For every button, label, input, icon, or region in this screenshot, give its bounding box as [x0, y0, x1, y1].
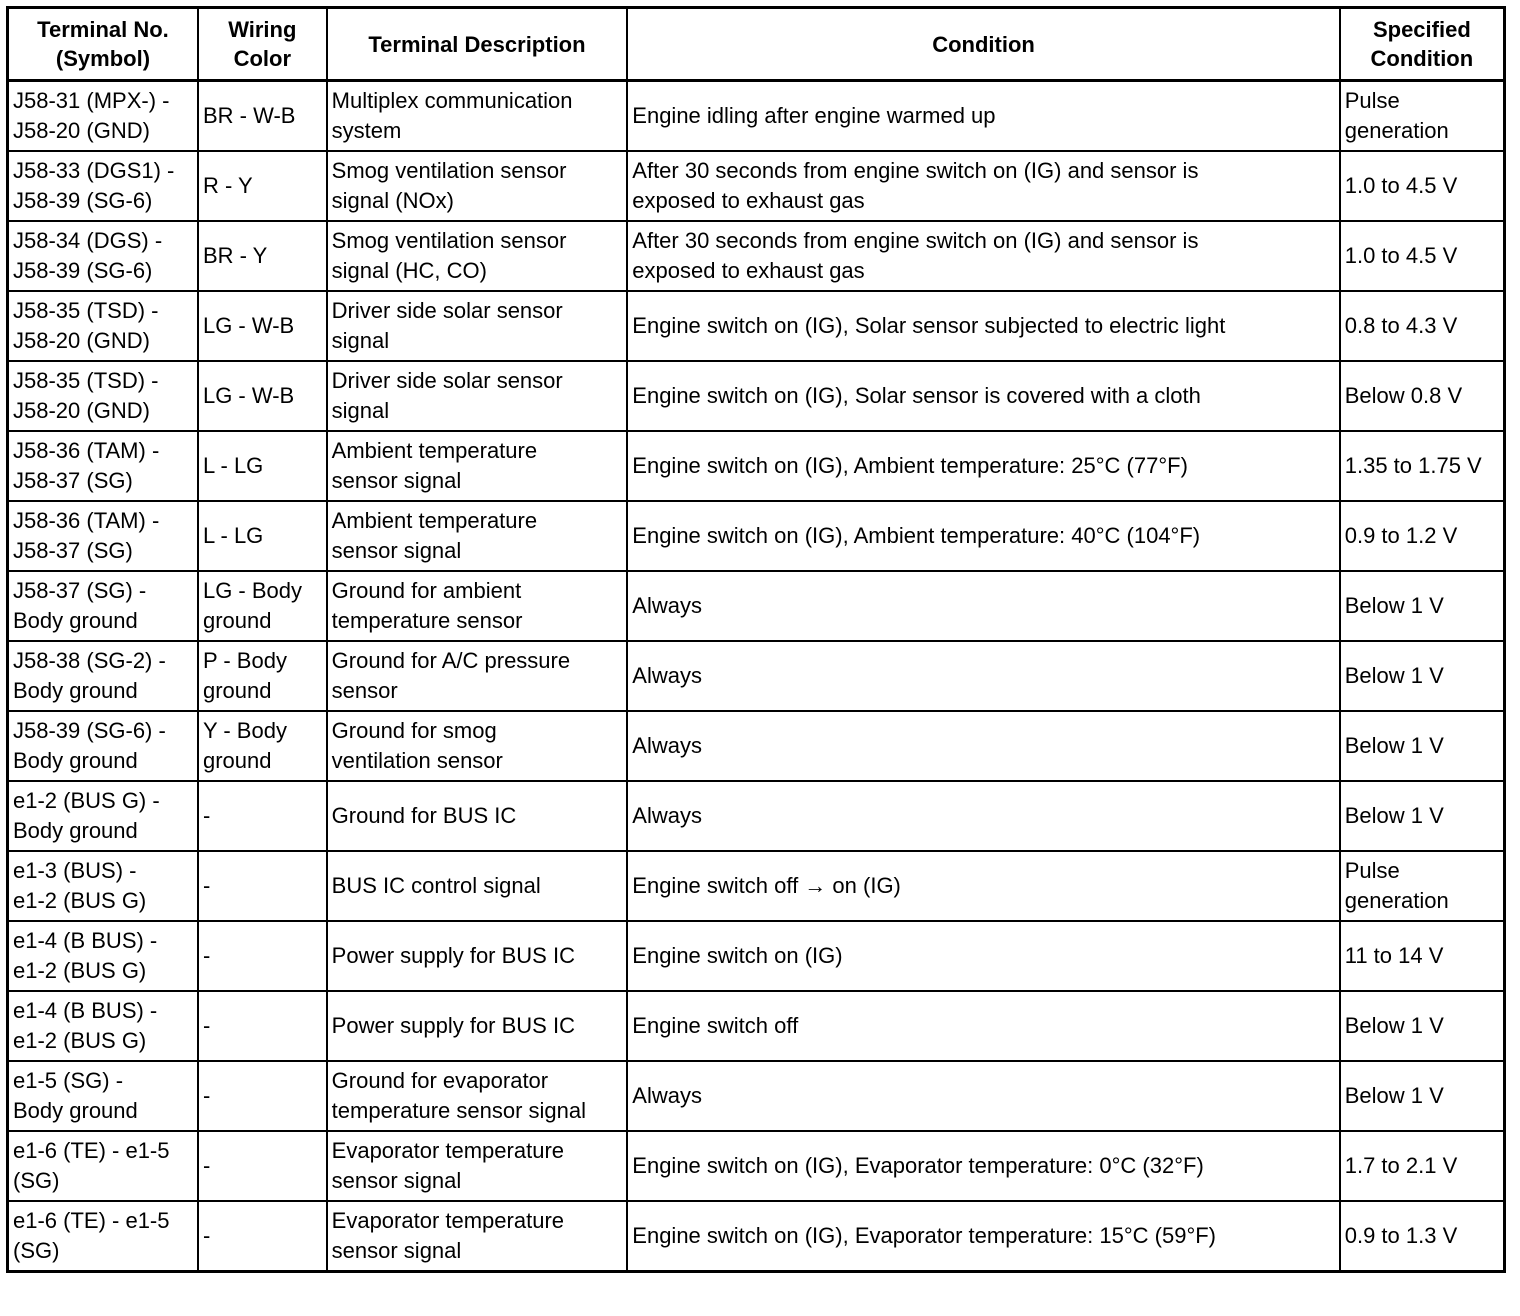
table-row [8, 1131, 1505, 1201]
condition-cell [627, 1201, 1339, 1272]
table-row [8, 781, 1505, 851]
cell-text-line: Engine switch on (IG), Evaporator temperature: 0°C (32°F) [632, 1153, 1204, 1178]
table-row [8, 501, 1505, 571]
specified-condition-cell [1340, 1061, 1505, 1131]
cell-text-line: Engine switch on (IG), Ambient temperature: 25°C (77°F) [632, 453, 1188, 478]
wiring-color-cell [198, 81, 327, 152]
header-label-line: Condition [1370, 46, 1474, 71]
cell-text-line: e1-4 (B BUS) - [13, 998, 158, 1023]
terminal-spec-table [6, 6, 1506, 1273]
cell-text-line: J58-34 (DGS) - [13, 228, 163, 253]
cell-text-line: J58-38 (SG-2) - [13, 648, 166, 673]
cell-text-line: Ground for A/C pressure [331, 648, 571, 673]
condition-cell [627, 151, 1339, 221]
specified-condition-cell [1340, 81, 1505, 152]
cell-text-line: system [331, 118, 402, 143]
cell-text-line: - [202, 803, 211, 828]
cell-text-line: J58-39 (SG-6) [13, 258, 153, 283]
specified-condition-cell [1340, 151, 1505, 221]
cell-text-line: J58-20 (GND) [13, 118, 150, 143]
cell-text-line: After 30 seconds from engine switch on (IG) and sensor is [632, 158, 1199, 183]
terminal-description-cell [327, 361, 628, 431]
wiring-color-cell [198, 921, 327, 991]
wiring-color-cell [198, 291, 327, 361]
condition-cell [627, 1131, 1339, 1201]
specified-condition-cell [1340, 501, 1505, 571]
terminal-description-cell [327, 641, 628, 711]
terminal-cell [8, 431, 198, 501]
header-wiring-color [198, 8, 327, 81]
condition-cell [627, 571, 1339, 641]
table-row [8, 991, 1505, 1061]
table-row [8, 1061, 1505, 1131]
wiring-color-cell [198, 1201, 327, 1272]
cell-text-line: Evaporator temperature [331, 1208, 564, 1233]
terminal-description-cell [327, 781, 628, 851]
cell-text-line: Always [632, 1083, 702, 1108]
terminal-cell [8, 291, 198, 361]
terminal-description-cell [327, 711, 628, 781]
cell-text-line: sensor signal [331, 1168, 462, 1193]
header-specified-condition [1340, 8, 1505, 81]
cell-text-line: Y - Body [202, 718, 287, 743]
specified-condition-cell [1340, 991, 1505, 1061]
terminal-description-cell [327, 151, 628, 221]
terminal-cell [8, 781, 198, 851]
cell-text-line: signal [331, 398, 390, 423]
wiring-color-cell [198, 221, 327, 291]
condition-cell [627, 81, 1339, 152]
condition-cell [627, 921, 1339, 991]
table-row [8, 221, 1505, 291]
cell-text-line: signal [331, 328, 390, 353]
specified-condition-cell [1340, 221, 1505, 291]
cell-text-line: J58-36 (TAM) - [13, 438, 160, 463]
cell-text-line: signal (HC, CO) [331, 258, 487, 283]
cell-text-line: - [202, 873, 211, 898]
cell-text-line: J58-20 (GND) [13, 328, 150, 353]
cell-text-line: e1-3 (BUS) - [13, 858, 137, 883]
cell-text-line: exposed to exhaust gas [632, 188, 865, 213]
table-row [8, 1201, 1505, 1272]
cell-text-line: J58-35 (TSD) - [13, 368, 159, 393]
cell-text-line: Body ground [13, 678, 138, 703]
cell-text-line: 0.8 to 4.3 V [1344, 313, 1458, 338]
table-row [8, 361, 1505, 431]
header-label-line: Terminal Description [368, 31, 586, 57]
wiring-color-cell [198, 431, 327, 501]
specified-condition-cell [1340, 921, 1505, 991]
cell-text-line: R - Y [202, 173, 253, 198]
cell-text-line: 1.7 to 2.1 V [1344, 1153, 1458, 1178]
cell-text-line: J58-33 (DGS1) - [13, 158, 175, 183]
table-row [8, 431, 1505, 501]
cell-text-line: Engine switch off → on (IG) [632, 873, 901, 898]
cell-text-line: 0.9 to 1.3 V [1344, 1223, 1458, 1248]
cell-text-line: e1-6 (TE) - e1-5 [13, 1138, 170, 1163]
wiring-color-cell [198, 781, 327, 851]
cell-text-line: sensor signal [331, 1238, 462, 1263]
cell-text-line: Always [632, 663, 702, 688]
terminal-cell [8, 1131, 198, 1201]
cell-text-line: Always [632, 593, 702, 618]
cell-text-line: ground [202, 748, 272, 773]
condition-cell [627, 501, 1339, 571]
cell-text-line: Pulse [1344, 88, 1400, 113]
cell-text-line: Engine idling after engine warmed up [632, 103, 996, 128]
cell-text-line: 1.35 to 1.75 V [1344, 453, 1482, 478]
specified-condition-cell [1340, 361, 1505, 431]
terminal-cell [8, 151, 198, 221]
cell-text-line: e1-2 (BUS G) [13, 1028, 147, 1053]
cell-text-line: BR - Y [202, 243, 268, 268]
terminal-cell [8, 501, 198, 571]
cell-text-line: LG - W-B [202, 383, 295, 408]
wiring-color-cell [198, 151, 327, 221]
header-terminal-description [327, 8, 628, 81]
cell-text-line: Ground for smog [331, 718, 497, 743]
condition-cell [627, 711, 1339, 781]
header-label-line: Terminal No. [37, 17, 169, 42]
cell-text-line: Always [632, 803, 702, 828]
cell-text-line: generation [1344, 888, 1449, 913]
cell-text-line: Engine switch off [632, 1013, 799, 1038]
table-row [8, 711, 1505, 781]
table-body [8, 81, 1505, 1272]
cell-text-line: Below 0.8 V [1344, 383, 1463, 408]
wiring-color-cell [198, 501, 327, 571]
cell-text-line: e1-2 (BUS G) [13, 888, 147, 913]
specified-condition-cell [1340, 641, 1505, 711]
cell-text-line: ventilation sensor [331, 748, 503, 773]
cell-text-line: Ambient temperature [331, 438, 538, 463]
terminal-cell [8, 991, 198, 1061]
cell-text-line: J58-39 (SG-6) - [13, 718, 166, 743]
wiring-color-cell [198, 711, 327, 781]
cell-text-line: Body ground [13, 818, 138, 843]
cell-text-line: Multiplex communication [331, 88, 573, 113]
cell-text-line: Ambient temperature [331, 508, 538, 533]
condition-cell [627, 851, 1339, 921]
cell-text-line: e1-4 (B BUS) - [13, 928, 158, 953]
header-label-line: Condition [932, 31, 1035, 57]
cell-text-line: J58-37 (SG) [13, 468, 133, 493]
terminal-cell [8, 571, 198, 641]
cell-text-line: Body ground [13, 608, 138, 633]
specified-condition-cell [1340, 851, 1505, 921]
cell-text-line: - [202, 1153, 211, 1178]
cell-text-line: After 30 seconds from engine switch on (IG) and sensor is [632, 228, 1199, 253]
table-row [8, 291, 1505, 361]
cell-text-line: Engine switch on (IG), Solar sensor is covered with a cloth [632, 383, 1201, 408]
terminal-description-cell [327, 501, 628, 571]
cell-text-line: e1-2 (BUS G) - [13, 788, 160, 813]
wiring-color-cell [198, 1131, 327, 1201]
cell-text-line: J58-31 (MPX-) - [13, 88, 170, 113]
cell-text-line: Engine switch on (IG), Evaporator temperature: 15°C (59°F) [632, 1223, 1217, 1248]
cell-text-line: LG - Body [202, 578, 303, 603]
cell-text-line: Below 1 V [1344, 1013, 1444, 1038]
condition-cell [627, 641, 1339, 711]
cell-text-line: Body ground [13, 1098, 138, 1123]
cell-text-line: temperature sensor signal [331, 1098, 587, 1123]
terminal-description-cell [327, 1061, 628, 1131]
cell-text-line: e1-6 (TE) - e1-5 [13, 1208, 170, 1233]
cell-text-line: Ground for evaporator [331, 1068, 549, 1093]
header-label-line: Color [233, 46, 292, 71]
cell-text-line: sensor signal [331, 538, 462, 563]
cell-text-line: Below 1 V [1344, 1083, 1444, 1108]
terminal-description-cell [327, 1201, 628, 1272]
cell-text-line: J58-37 (SG) [13, 538, 133, 563]
cell-text-line: Driver side solar sensor [331, 368, 563, 393]
cell-text-line: BR - W-B [202, 103, 296, 128]
table-row [8, 641, 1505, 711]
cell-text-line: e1-2 (BUS G) [13, 958, 147, 983]
terminal-description-cell [327, 221, 628, 291]
cell-text-line: L - LG [202, 523, 264, 548]
table-row [8, 81, 1505, 152]
cell-text-line: Evaporator temperature [331, 1138, 564, 1163]
specified-condition-cell [1340, 291, 1505, 361]
terminal-cell [8, 641, 198, 711]
cell-text-line: - [202, 943, 211, 968]
cell-text-line: (SG) [13, 1168, 60, 1193]
cell-text-line: 0.9 to 1.2 V [1344, 523, 1458, 548]
cell-text-line: J58-35 (TSD) - [13, 298, 159, 323]
cell-text-line: temperature sensor [331, 608, 523, 633]
condition-cell [627, 991, 1339, 1061]
terminal-description-cell [327, 1131, 628, 1201]
terminal-cell [8, 81, 198, 152]
cell-text-line: exposed to exhaust gas [632, 258, 865, 283]
cell-text-line: Body ground [13, 748, 138, 773]
cell-text-line: Power supply for BUS IC [331, 943, 575, 968]
condition-cell [627, 361, 1339, 431]
cell-text-line: P - Body [202, 648, 287, 673]
cell-text-line: Driver side solar sensor [331, 298, 563, 323]
table-header [8, 8, 1505, 81]
header-label-line: Wiring [228, 17, 297, 42]
cell-text-line: Smog ventilation sensor [331, 228, 567, 253]
cell-text-line: e1-5 (SG) - [13, 1068, 124, 1093]
terminal-description-cell [327, 431, 628, 501]
cell-text-line: - [202, 1013, 211, 1038]
table-row [8, 921, 1505, 991]
terminal-description-cell [327, 571, 628, 641]
cell-text-line: Pulse [1344, 858, 1400, 883]
cell-text-line: Always [632, 733, 702, 758]
terminal-table-wrapper [6, 6, 1506, 1273]
cell-text-line: 11 to 14 V [1344, 943, 1444, 968]
specified-condition-cell [1340, 711, 1505, 781]
cell-text-line: (SG) [13, 1238, 60, 1263]
header-terminal-no [8, 8, 198, 81]
table-row [8, 571, 1505, 641]
cell-text-line: Ground for BUS IC [331, 803, 517, 828]
terminal-cell [8, 1061, 198, 1131]
terminal-cell [8, 851, 198, 921]
condition-cell [627, 221, 1339, 291]
header-label-line: Specified [1372, 17, 1471, 42]
terminal-description-cell [327, 851, 628, 921]
cell-text-line: generation [1344, 118, 1449, 143]
cell-text-line: Below 1 V [1344, 593, 1444, 618]
cell-text-line: Power supply for BUS IC [331, 1013, 575, 1038]
cell-text-line: BUS IC control signal [331, 873, 541, 898]
terminal-description-cell [327, 81, 628, 152]
cell-text-line: Engine switch on (IG), Solar sensor subjected to electric light [632, 313, 1226, 338]
specified-condition-cell [1340, 1131, 1505, 1201]
cell-text-line: Below 1 V [1344, 663, 1444, 688]
terminal-cell [8, 921, 198, 991]
wiring-color-cell [198, 991, 327, 1061]
wiring-color-cell [198, 641, 327, 711]
table-row [8, 151, 1505, 221]
cell-text-line: sensor [331, 678, 398, 703]
cell-text-line: Below 1 V [1344, 803, 1444, 828]
cell-text-line: J58-20 (GND) [13, 398, 150, 423]
terminal-cell [8, 1201, 198, 1272]
terminal-cell [8, 221, 198, 291]
cell-text-line: J58-37 (SG) - [13, 578, 147, 603]
cell-text-line: ground [202, 678, 272, 703]
specified-condition-cell [1340, 571, 1505, 641]
header-label-line: (Symbol) [55, 46, 151, 71]
cell-text-line: - [202, 1083, 211, 1108]
cell-text-line: sensor signal [331, 468, 462, 493]
terminal-description-cell [327, 921, 628, 991]
terminal-cell [8, 361, 198, 431]
condition-cell [627, 291, 1339, 361]
cell-text-line: - [202, 1223, 211, 1248]
wiring-color-cell [198, 851, 327, 921]
cell-text-line: Engine switch on (IG) [632, 943, 843, 968]
cell-text-line: LG - W-B [202, 313, 295, 338]
cell-text-line: L - LG [202, 453, 264, 478]
wiring-color-cell [198, 571, 327, 641]
condition-cell [627, 781, 1339, 851]
cell-text-line: 1.0 to 4.5 V [1344, 173, 1458, 198]
specified-condition-cell [1340, 1201, 1505, 1272]
cell-text-line: Engine switch on (IG), Ambient temperature: 40°C (104°F) [632, 523, 1201, 548]
wiring-color-cell [198, 1061, 327, 1131]
terminal-description-cell [327, 291, 628, 361]
cell-text-line: J58-36 (TAM) - [13, 508, 160, 533]
condition-cell [627, 1061, 1339, 1131]
cell-text-line: ground [202, 608, 272, 633]
header-condition [627, 8, 1339, 81]
header-row [8, 8, 1505, 81]
specified-condition-cell [1340, 431, 1505, 501]
cell-text-line: Ground for ambient [331, 578, 522, 603]
cell-text-line: 1.0 to 4.5 V [1344, 243, 1458, 268]
wiring-color-cell [198, 361, 327, 431]
cell-text-line: J58-39 (SG-6) [13, 188, 153, 213]
terminal-description-cell [327, 991, 628, 1061]
specified-condition-cell [1340, 781, 1505, 851]
cell-text-line: Below 1 V [1344, 733, 1444, 758]
cell-text-line: signal (NOx) [331, 188, 454, 213]
table-row [8, 851, 1505, 921]
terminal-cell [8, 711, 198, 781]
condition-cell [627, 431, 1339, 501]
cell-text-line: Smog ventilation sensor [331, 158, 567, 183]
